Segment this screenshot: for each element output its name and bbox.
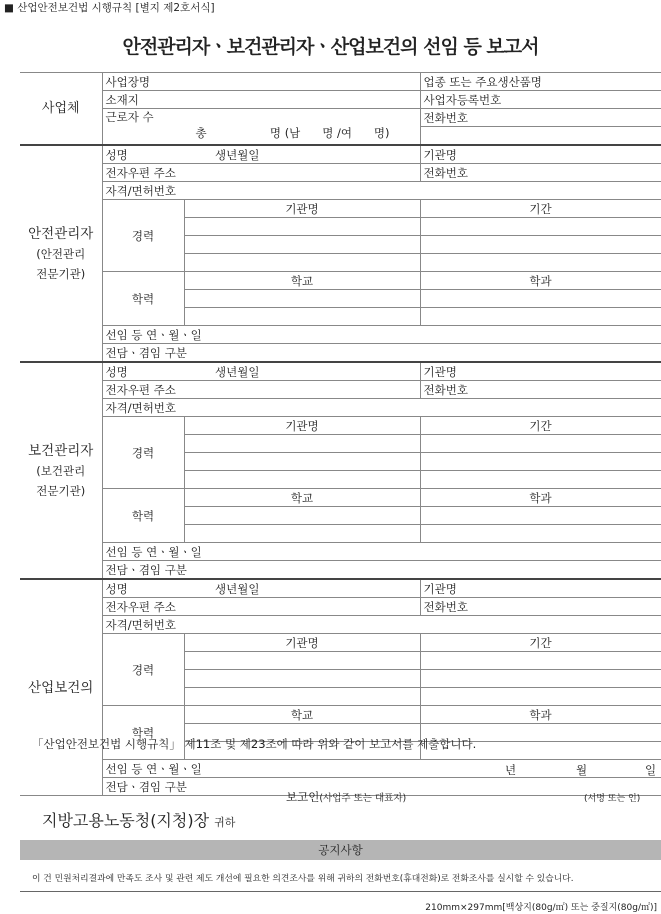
form-law-reference: ■ 산업안전보건법 시행규칙 [별지 제2호서식] (4, 2, 215, 14)
career-period-header: 기간 (420, 634, 661, 652)
major-input[interactable] (420, 525, 661, 543)
career-period-input[interactable] (420, 254, 661, 272)
career-period-input[interactable] (420, 435, 661, 453)
career-org-input[interactable] (184, 254, 420, 272)
education-label: 학력 (102, 706, 184, 760)
name-birth-field[interactable]: 성명 생년월일 (102, 145, 420, 164)
name-birth-field[interactable]: 성명 생년월일 (102, 579, 420, 598)
appointment-date-field[interactable]: 선임 등 연ㆍ월ㆍ일 (102, 760, 661, 778)
career-period-input[interactable] (420, 471, 661, 489)
email-field[interactable]: 전자우편 주소 (102, 164, 420, 182)
school-input[interactable] (184, 507, 420, 525)
career-org-input[interactable] (184, 670, 420, 688)
major-header: 학과 (420, 272, 661, 290)
paper-spec: 210mm×297mm[백상지(80g/㎡) 또는 중질지(80g/㎡)] (425, 903, 657, 913)
career-org-input[interactable] (184, 688, 420, 706)
education-label: 학력 (102, 272, 184, 326)
career-org-input[interactable] (184, 435, 420, 453)
school-header: 학교 (184, 489, 420, 507)
career-period-input[interactable] (420, 652, 661, 670)
career-org-input[interactable] (184, 471, 420, 489)
career-org-input[interactable] (184, 453, 420, 471)
email-field[interactable]: 전자우편 주소 (102, 381, 420, 399)
career-period-input[interactable] (420, 688, 661, 706)
career-period-input[interactable] (420, 218, 661, 236)
school-header: 학교 (184, 272, 420, 290)
license-field[interactable]: 자격/면허번호 (102, 182, 661, 200)
declaration-text: 「산업안전보건법 시행규칙」 제11조 및 제23조에 따라 위와 같이 보고서를 제출합니다. (32, 737, 477, 751)
career-period-input[interactable] (420, 670, 661, 688)
industry-field[interactable]: 업종 또는 주요생산품명 (420, 73, 661, 91)
date-year: 년 (505, 763, 517, 777)
school-header: 학교 (184, 706, 420, 724)
business-row-1 (20, 73, 661, 91)
occupational-physician-section-label: 산업보건의 (20, 579, 102, 796)
address-field[interactable]: 소재지 (102, 91, 420, 109)
career-label: 경력 (102, 200, 184, 272)
career-period-input[interactable] (420, 453, 661, 471)
notice-header: 공지사항 (20, 840, 661, 860)
safety-manager-section-label: 안전관리자 (안전관리 전문기관) (20, 145, 102, 362)
org-field[interactable]: 기관명 (420, 145, 661, 164)
career-period-header: 기간 (420, 200, 661, 218)
major-header: 학과 (420, 489, 661, 507)
form-title: 안전관리자ㆍ보건관리자ㆍ산업보건의 선임 등 보고서 (122, 36, 539, 58)
major-input[interactable] (420, 290, 661, 308)
career-org-input[interactable] (184, 652, 420, 670)
career-org-header: 기관명 (184, 200, 420, 218)
major-input[interactable] (420, 308, 661, 326)
education-label: 학력 (102, 489, 184, 543)
workers-field[interactable]: 근로자 수 총 명 (남 명 /여 명) (102, 109, 420, 146)
career-org-header: 기관명 (184, 634, 420, 652)
career-org-header: 기관명 (184, 417, 420, 435)
phone-field[interactable]: 전화번호 (420, 164, 661, 182)
career-org-input[interactable] (184, 236, 420, 254)
date-month: 월 (576, 763, 588, 777)
career-period-input[interactable] (420, 236, 661, 254)
major-header: 학과 (420, 706, 661, 724)
school-input[interactable] (184, 525, 420, 543)
email-field[interactable]: 전자우편 주소 (102, 598, 420, 616)
phone-field[interactable]: 전화번호 (420, 598, 661, 616)
business-section-label: 사업체 (20, 73, 102, 146)
major-input[interactable] (420, 507, 661, 525)
career-period-header: 기간 (420, 417, 661, 435)
business-phone-value[interactable] (420, 127, 661, 146)
license-field[interactable]: 자격/면허번호 (102, 399, 661, 417)
appointment-date-field[interactable]: 선임 등 연ㆍ월ㆍ일 (102, 326, 661, 344)
addressee: 지방고용노동청(지청)장 귀하 (42, 811, 236, 830)
license-field[interactable]: 자격/면허번호 (102, 616, 661, 634)
duty-type-field[interactable]: 전담ㆍ겸임 구분 (102, 561, 661, 580)
report-form-table (20, 72, 661, 796)
career-org-input[interactable] (184, 218, 420, 236)
date-day: 일 (645, 763, 657, 777)
health-manager-section-label: 보건관리자 (보건관리 전문기관) (20, 362, 102, 579)
business-phone-field[interactable]: 전화번호 (420, 109, 661, 127)
school-input[interactable] (184, 308, 420, 326)
career-label: 경력 (102, 417, 184, 489)
duty-type-field[interactable]: 전담ㆍ겸임 구분 (102, 344, 661, 363)
career-label: 경력 (102, 634, 184, 706)
school-input[interactable] (184, 290, 420, 308)
appointment-date-field[interactable]: 선임 등 연ㆍ월ㆍ일 (102, 543, 661, 561)
notice-text: 이 건 민원처리결과에 만족도 조사 및 관련 제도 개선에 필요한 의견조사를 위해 귀하의 전화번호(휴대전화)로 전화조사를 실시할 수 있습니다. (32, 874, 574, 884)
duty-type-field[interactable]: 전담ㆍ겸임 구분 (102, 778, 661, 796)
signature-field[interactable]: (서명 또는 인) (584, 794, 641, 804)
regno-field[interactable]: 사업자등록번호 (420, 91, 661, 109)
reporter-label: 보고인(사업주 또는 대표자) (286, 790, 407, 804)
notice-divider (20, 891, 661, 892)
business-name-field[interactable]: 사업장명 (102, 73, 420, 91)
phone-field[interactable]: 전화번호 (420, 381, 661, 399)
org-field[interactable]: 기관명 (420, 362, 661, 381)
org-field[interactable]: 기관명 (420, 579, 661, 598)
name-birth-field[interactable]: 성명 생년월일 (102, 362, 420, 381)
